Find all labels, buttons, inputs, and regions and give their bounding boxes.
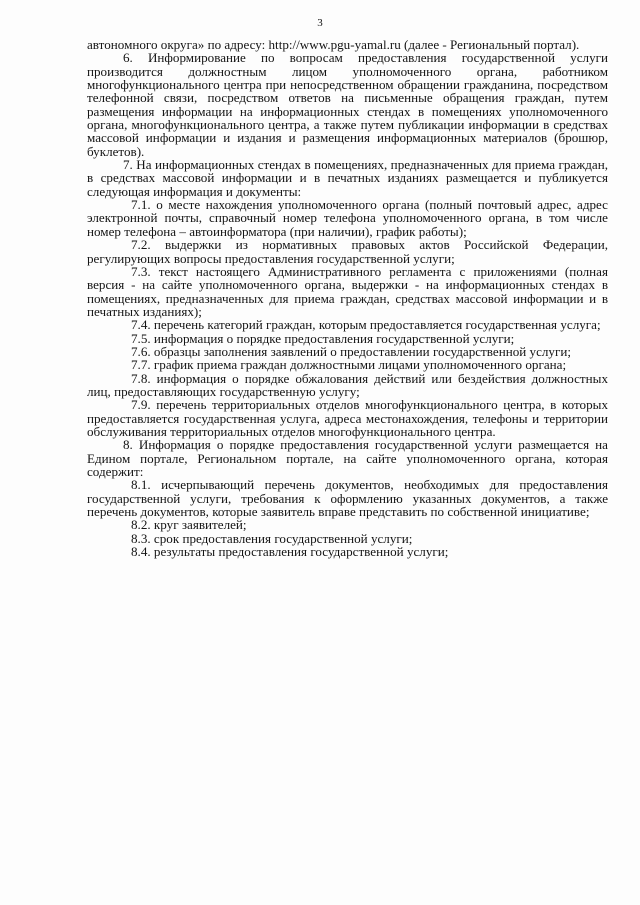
paragraph: 7.4. перечень категорий граждан, которым предоставляется государственная услуга;: [131, 317, 601, 333]
paragraph: 7.9. перечень территориальных отделов многофункционального центра, в которых предоставляется государственная услуга, адреса местонахождения, телефоны и территории обслуживания территориальных отделов многофункционального центра.: [87, 397, 608, 439]
paragraph: 7.7. график приема граждан должностными лицами уполномоченного органа;: [131, 357, 567, 373]
page-number: 3: [317, 17, 323, 29]
paragraph: 8.3. срок предоставления государственной услуги;: [131, 530, 413, 546]
paragraph: 8.4. результаты предоставления государственной услуги;: [131, 544, 449, 560]
paragraph: автономного округа» по адресу: http://www.pgu-yamal.ru (далее - Региональный портал).: [87, 37, 580, 52]
paragraph: 7.3. текст настоящего Административного регламента с приложениями (полная версия - на сайте уполномоченного органа, выдержки - на информационных стендах в помещениях, предназначенных для приема граждан, средствах массовой информации и в печатных изданиях);: [87, 263, 608, 319]
paragraph: 7.6. образцы заполнения заявлений о предоставлении государственной услуги;: [131, 343, 571, 359]
paragraph: 7.1. о месте нахождения уполномоченного органа (полный почтовый адрес, адрес электронной почты, справочный номер телефона уполномоченного органа, в том числе номер телефона – автоинформатора (при наличии), график работы);: [87, 197, 608, 239]
paragraph: 8.1. исчерпывающий перечень документов, необходимых для предоставления государственной услуги, требования к оформлению указанных документов, а также перечень документов, которые заявитель вправе представить по собственной инициативе;: [87, 477, 608, 520]
paragraph: 7. На информационных стендах в помещениях, предназначенных для приема граждан, в средствах массовой информации и в печатных изданиях размещается и публикуется следующая информация и документы:: [87, 157, 608, 199]
paragraph: 8. Информация о порядке предоставления государственной услуги размещается на Едином портале, Региональном портале, на сайте уполномоченного органа, которая содержит:: [87, 437, 608, 479]
paragraph: 7.5. информация о порядке предоставления государственной услуги;: [131, 330, 515, 346]
paragraph: 8.2. круг заявителей;: [131, 517, 247, 533]
paragraph: 7.2. выдержки из нормативных правовых актов Российской Федерации, регулирующих вопросы предоставления государственной услуги;: [87, 237, 608, 266]
paragraph: 6. Информирование по вопросам предоставления государственной услуги производится должностным лицом уполномоченного органа, работником многофункционального центра при непосредственном обращении гражданина, посредством телефонной связи, посредством ответов на письменные обращения граждан, путем размещения информации на информационных стендах в помещениях уполномоченного органа, многофункционального центра, а также путем публикации информации в средствах массовой информации и издания и размещения информационных материалов (брошюр, буклетов).: [87, 50, 608, 159]
document-body: [87, 38, 608, 558]
paragraph: 7.8. информация о порядке обжалования действий или бездействия должностных лиц, предоставляющих государственную услугу;: [87, 370, 608, 399]
